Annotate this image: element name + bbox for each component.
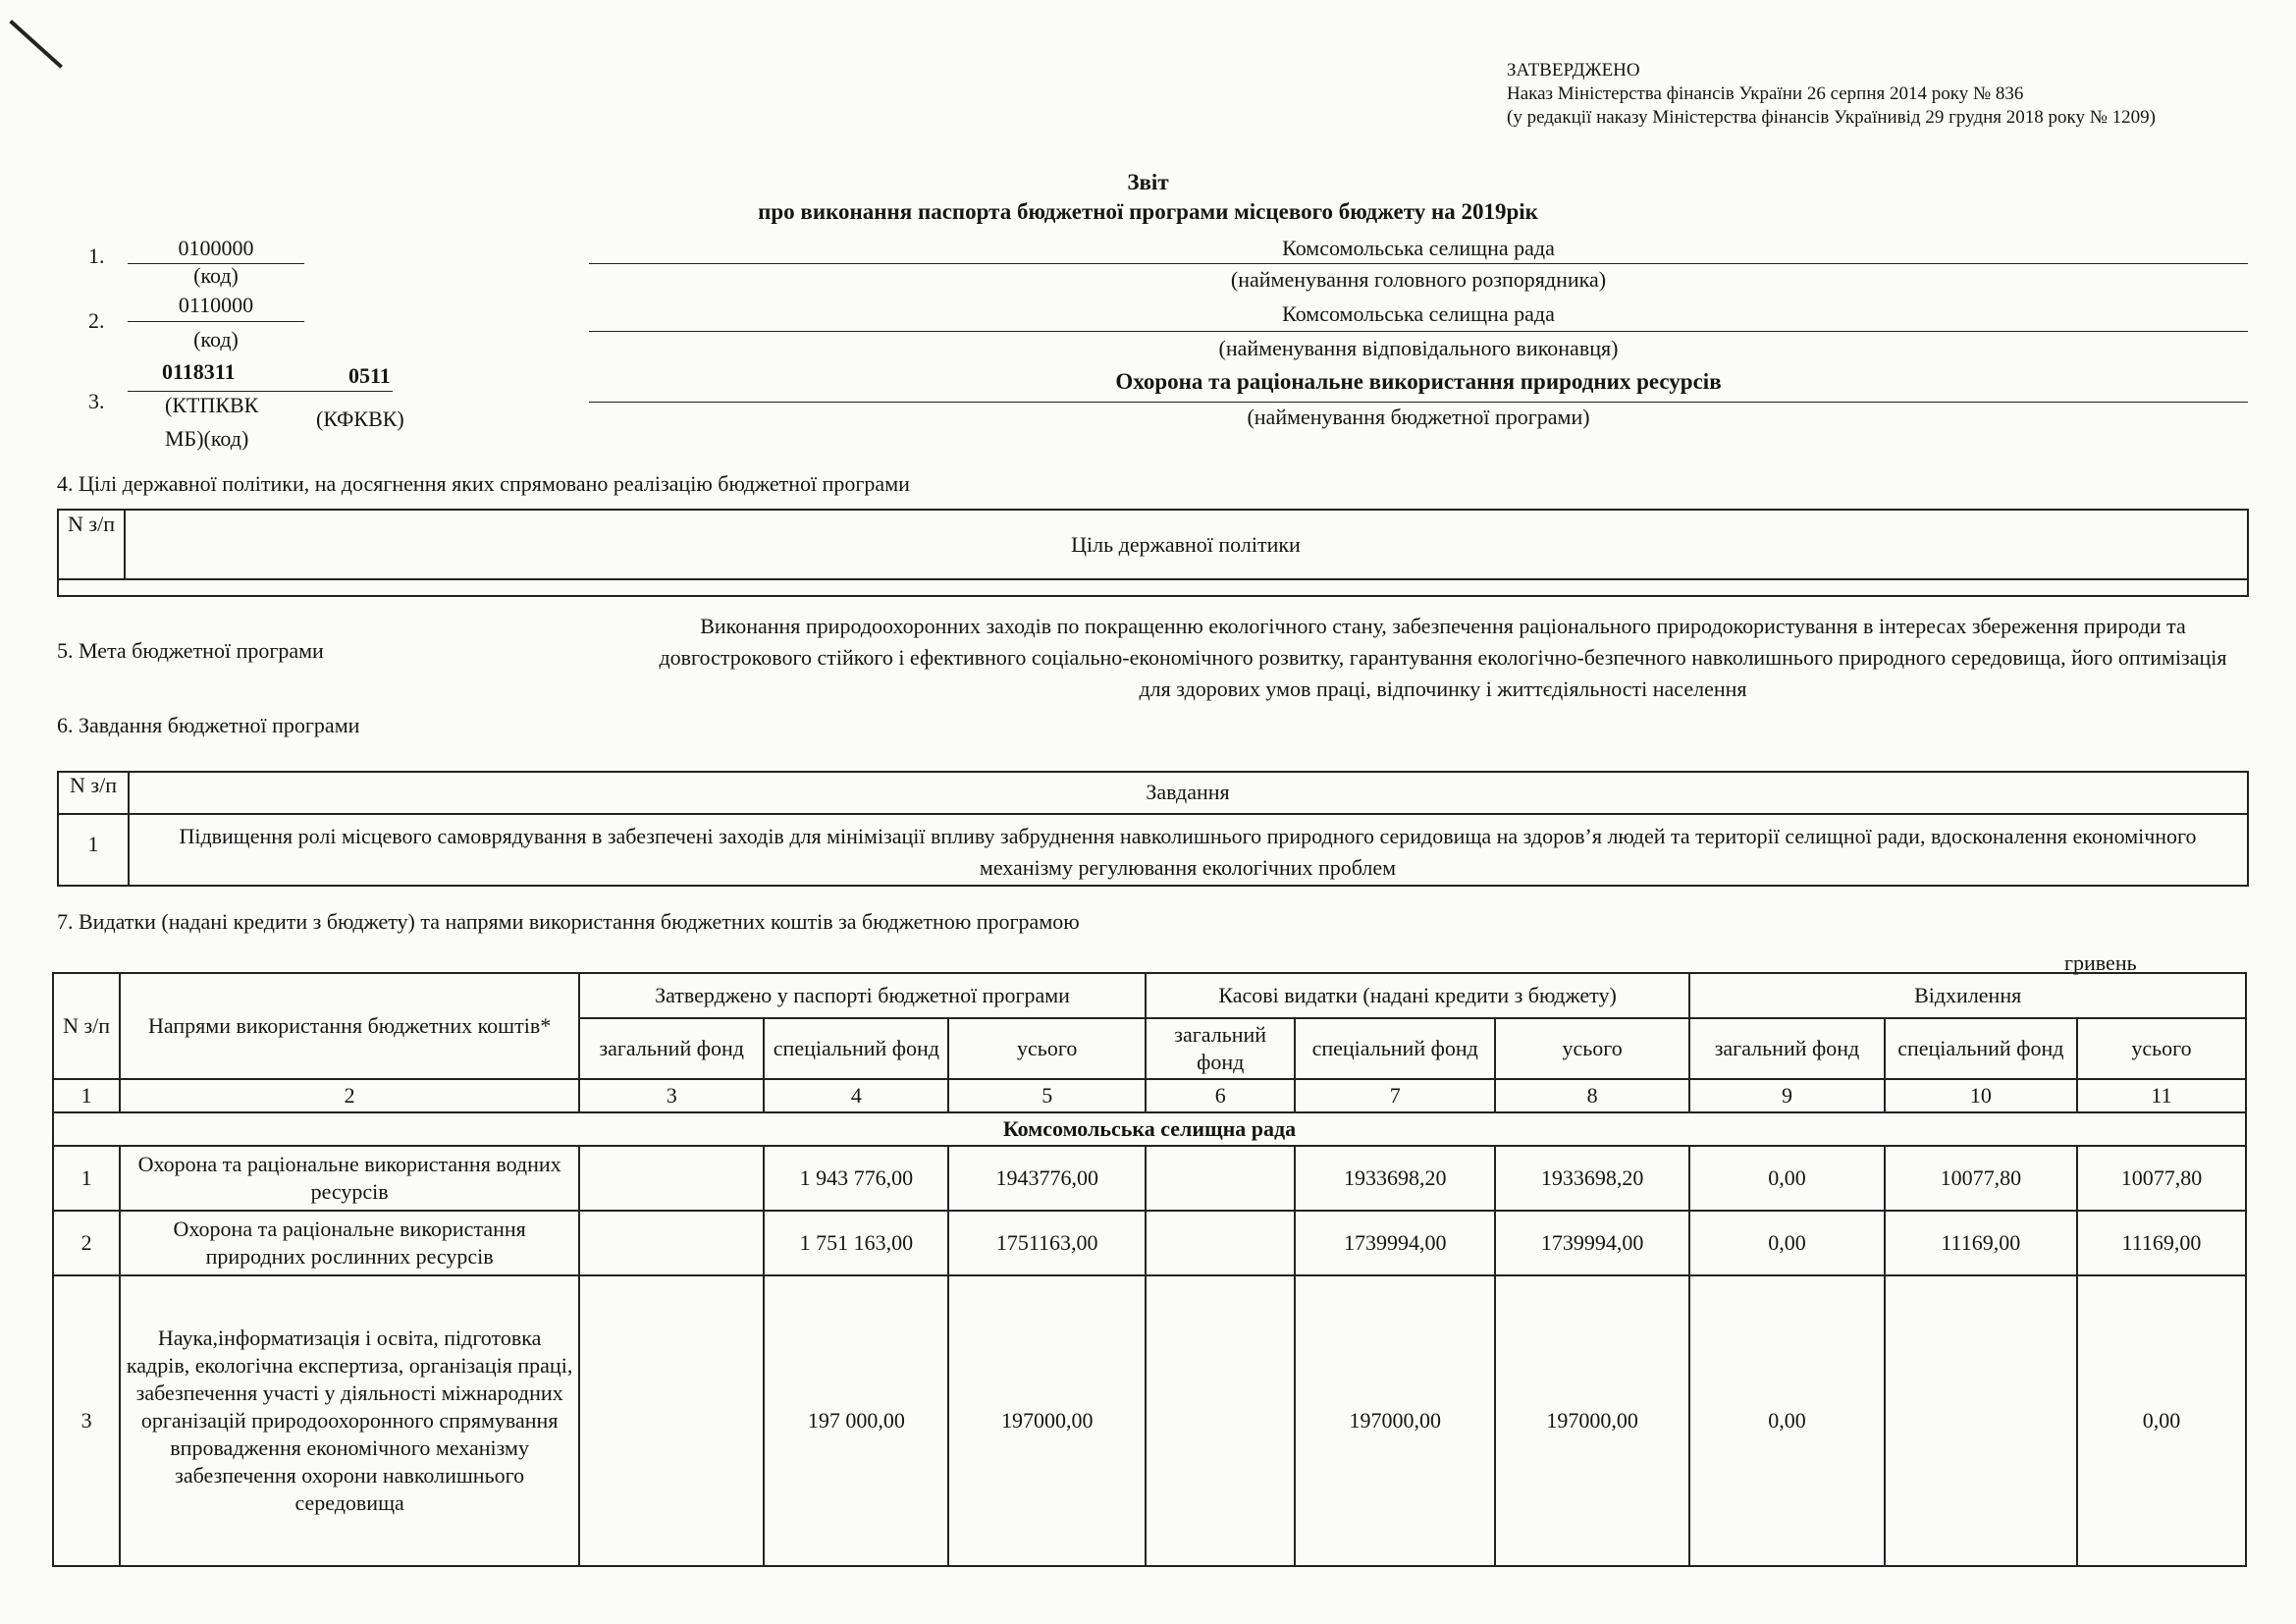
spent-general-header: загальний фонд [1146, 1018, 1296, 1079]
section5-title: 5. Мета бюджетної програми [57, 638, 324, 663]
row2-number: 2. [88, 308, 105, 333]
approved-special: 1 943 776,00 [764, 1146, 948, 1211]
approved-total-header: усього [948, 1018, 1145, 1079]
expenditure-table [52, 972, 2247, 1567]
task-row-number: 1 [87, 832, 99, 856]
approved-special: 1 751 163,00 [764, 1211, 948, 1275]
col-num-2: 2 [120, 1079, 579, 1112]
col-direction-header: Напрями використання бюджетних коштів* [120, 973, 579, 1079]
row2-name-label: (найменування відповідального виконавця) [1218, 336, 1619, 360]
row3-name-label: (найменування бюджетної програми) [1247, 405, 1590, 429]
section6-title: 6. Завдання бюджетної програми [57, 713, 360, 737]
approved-total: 1943776,00 [948, 1146, 1145, 1211]
row3-code2: 0511 [348, 363, 391, 388]
row2-code-label: (код) [193, 327, 239, 352]
spent-total-header: усього [1495, 1018, 1689, 1079]
deviation-special: 10077,80 [1885, 1146, 2077, 1211]
tasks-col-number: N з/п [70, 773, 117, 797]
table-row [53, 1275, 2246, 1566]
tasks-col-task: Завдання [1146, 780, 1230, 804]
col-num-4: 4 [764, 1079, 948, 1112]
col-num-1: 1 [53, 1079, 120, 1112]
row1-name-label: (найменування головного розпорядника) [1230, 267, 1607, 292]
table-row [53, 1211, 2246, 1275]
row-number: 3 [53, 1275, 120, 1566]
col-num-10: 10 [1885, 1079, 2077, 1112]
col-num-6: 6 [1146, 1079, 1296, 1112]
spent-special: 1933698,20 [1295, 1146, 1494, 1211]
approval-block [1507, 59, 2156, 130]
deviation-general: 0,00 [1689, 1146, 1884, 1211]
deviation-general: 0,00 [1689, 1275, 1884, 1566]
deviation-total-header: усього [2077, 1018, 2246, 1079]
col-number-header: N з/п [53, 973, 120, 1079]
spent-general [1146, 1275, 1296, 1566]
goals-col-number: N з/п [68, 512, 115, 536]
deviation-special: 11169,00 [1885, 1211, 2077, 1275]
row2-name: Комсомольська селищна рада [1282, 301, 1555, 326]
section5-text: Виконання природоохоронних заходів по покращенню екологічного стану, забезпечення раціонального природокористування в інтересах збереження природи та довгострокового стійкого і ефективного соціально-економічного розвитку, гарантування екологічно-безпечного навколишнього природного середовища, його оптимізація для здорових умов праці, відпочинку і життєдіяльності населення [659, 614, 2227, 701]
header-row-1 [53, 973, 2246, 1018]
pen-mark [9, 20, 63, 69]
group-name: Комсомольська селищна рада [53, 1112, 2246, 1146]
row3-number: 3. [88, 389, 105, 413]
spent-general [1146, 1211, 1296, 1275]
table-row [53, 1146, 2246, 1211]
approval-line-1: ЗАТВЕРДЖЕНО [1507, 60, 1640, 81]
row-direction: Охорона та раціональне використання водних ресурсів [120, 1146, 579, 1211]
row-direction: Наука,інформатизація і освіта, підготовка кадрів, екологічна експертиза, організація праці, забезпечення участі у діяльності міжнародних організацій природоохоронного спрямування впровадження економічного механізму забезпечення охорони навколишнього середовища [120, 1275, 579, 1566]
row-direction: Охорона та раціональне використання природних рослинних ресурсів [120, 1211, 579, 1275]
approved-total: 197000,00 [948, 1275, 1145, 1566]
deviation-total: 11169,00 [2077, 1211, 2246, 1275]
row-number: 1 [53, 1146, 120, 1211]
deviation-special [1885, 1275, 2077, 1566]
deviation-total: 10077,80 [2077, 1146, 2246, 1211]
spent-special-header: спеціальний фонд [1295, 1018, 1494, 1079]
row-number: 2 [53, 1211, 120, 1275]
approved-total: 1751163,00 [948, 1211, 1145, 1275]
section7-title: 7. Видатки (надані кредити з бюджету) та напрями використання бюджетних коштів за бюджетною програмою [57, 909, 1080, 934]
row1-code: 0100000 [178, 236, 254, 260]
deviation-total: 0,00 [2077, 1275, 2246, 1566]
deviation-general: 0,00 [1689, 1211, 1884, 1275]
col-num-3: 3 [579, 1079, 764, 1112]
deviation-special-header: спеціальний фонд [1885, 1018, 2077, 1079]
col-num-11: 11 [2077, 1079, 2246, 1112]
task-row-text: Підвищення ролі місцевого самоврядування в забезпечені заходів для мінімізації впливу забруднення навколишнього природного серидовища на здоров’я людей та території селищної ради, вдосконалення економічного механізму регулювання екологічних проблем [179, 824, 2197, 880]
section4-title: 4. Цілі державної політики, на досягнення яких спрямовано реалізацію бюджетної програми [57, 471, 910, 496]
row1-code-label: (код) [193, 263, 239, 288]
row3-code: 0118311 [162, 359, 236, 384]
row2-code: 0110000 [178, 293, 254, 317]
approved-special-header: спеціальний фонд [764, 1018, 948, 1079]
spent-total: 1739994,00 [1495, 1211, 1689, 1275]
row3-code2-label: (КФКВК) [316, 406, 404, 431]
approved-general-header: загальний фонд [579, 1018, 764, 1079]
approval-line-2: Наказ Міністерства фінансів України 26 серпня 2014 року № 836 [1507, 83, 2024, 104]
row1-number: 1. [88, 244, 105, 268]
col-spent-header: Касові видатки (надані кредити з бюджету) [1146, 973, 1689, 1018]
spent-special: 1739994,00 [1295, 1211, 1494, 1275]
col-num-5: 5 [948, 1079, 1145, 1112]
row3-name: Охорона та раціональне використання природних ресурсів [1115, 369, 1722, 394]
group-row [53, 1112, 2246, 1146]
goals-col-goal: Ціль державної політики [1071, 532, 1301, 557]
row1-name: Комсомольська селищна рада [1282, 236, 1555, 260]
approved-general [579, 1275, 764, 1566]
column-numbers-row [53, 1079, 2246, 1112]
approved-special: 197 000,00 [764, 1275, 948, 1566]
row3-code-label: (КТПКВК МБ)(код) [165, 393, 259, 451]
spent-total: 1933698,20 [1495, 1146, 1689, 1211]
deviation-general-header: загальний фонд [1689, 1018, 1884, 1079]
approved-general [579, 1146, 764, 1211]
spent-total: 197000,00 [1495, 1275, 1689, 1566]
unit-label: гривень [2064, 950, 2137, 975]
col-approved-header: Затверджено у паспорті бюджетної програми [579, 973, 1146, 1018]
col-num-8: 8 [1495, 1079, 1689, 1112]
approval-line-3: (у редакції наказу Міністерства фінансів Українивід 29 грудня 2018 року № 1209) [1507, 107, 2156, 128]
spent-general [1146, 1146, 1296, 1211]
col-deviation-header: Відхилення [1689, 973, 2246, 1018]
col-num-7: 7 [1295, 1079, 1494, 1112]
report-subtitle: про виконання паспорта бюджетної програми місцевого бюджету на 2019рік [758, 199, 1538, 224]
col-num-9: 9 [1689, 1079, 1884, 1112]
report-title: Звіт [1127, 170, 1169, 194]
spent-special: 197000,00 [1295, 1275, 1494, 1566]
approved-general [579, 1211, 764, 1275]
